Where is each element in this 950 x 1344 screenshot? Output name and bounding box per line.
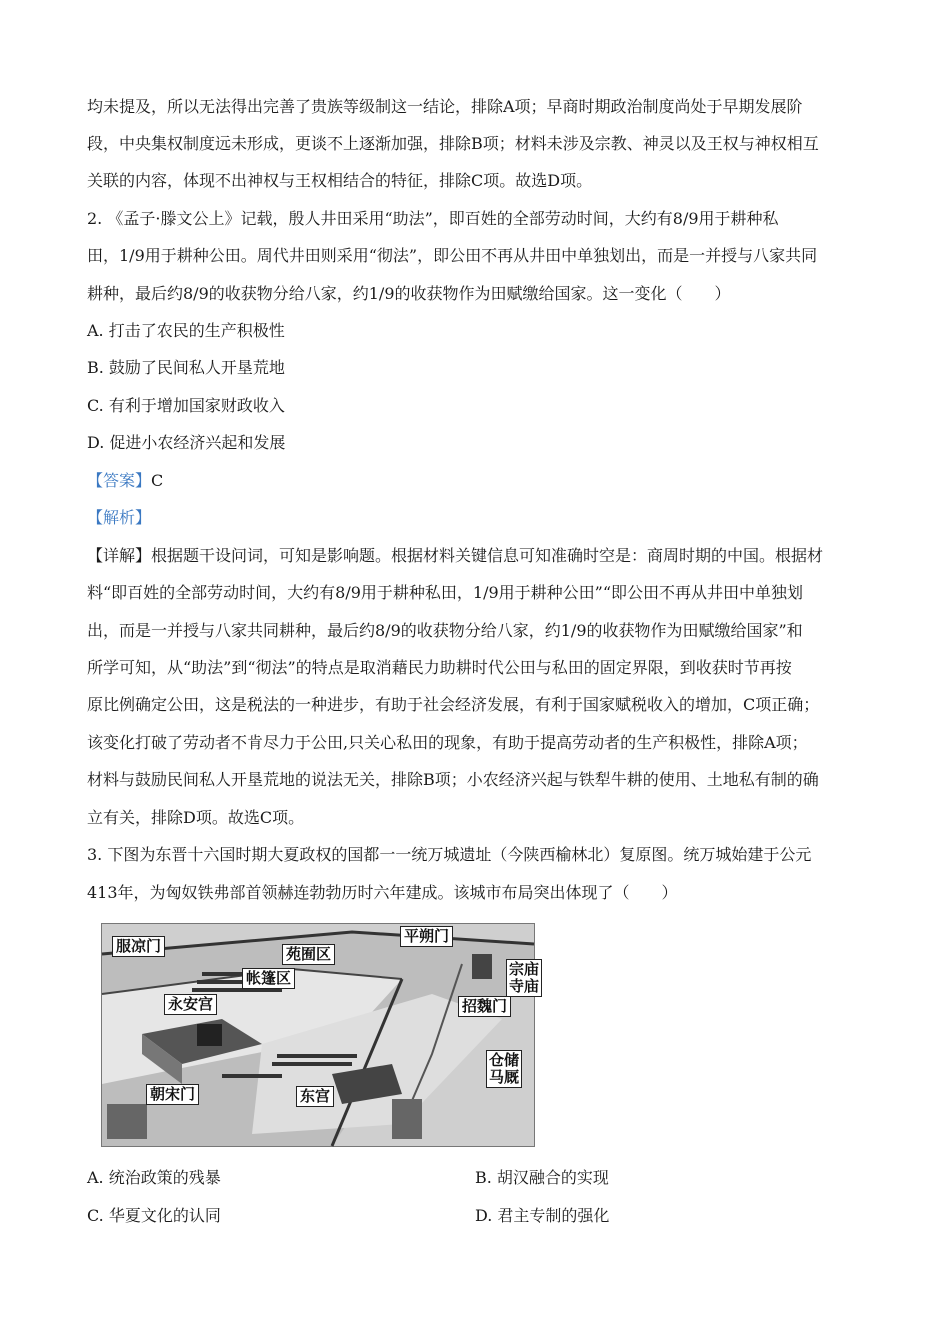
label-tent-area: 帐篷区 xyxy=(242,968,295,989)
detail-line: 原比例确定公田，这是税法的一种进步，有助于社会经济发展，有利于国家赋税收入的增加，C项正确； xyxy=(87,695,820,714)
q3-option-a: A. 统治政策的残暴 xyxy=(87,1168,221,1187)
label-chaosong-gate: 朝宋门 xyxy=(146,1084,199,1105)
text-line: 关联的内容，体现不出神权与王权相结合的特征，排除C项。故选D项。 xyxy=(87,171,593,190)
detail-line: 该变化打破了劳动者不肯尽力于公田,只关心私田的现象，有助于提高劳动者的生产积极性，排除A项； xyxy=(87,733,808,752)
q3-option-d: D. 君主专制的强化 xyxy=(475,1206,610,1225)
q3-option-c: C. 华夏文化的认同 xyxy=(87,1206,221,1225)
option-b: B. 鼓励了民间私人开垦荒地 xyxy=(87,358,285,377)
label-ancestral-temple xyxy=(506,959,542,997)
q3-option-b: B. 胡汉融合的实现 xyxy=(475,1168,609,1187)
label-garden-area: 苑囿区 xyxy=(282,944,335,965)
label-fuliang-gate: 服凉门 xyxy=(112,936,165,957)
label-storage-line2: 马厩 xyxy=(489,1068,520,1086)
label-east-palace: 东宫 xyxy=(296,1086,334,1107)
text-line: 均未提及，所以无法得出完善了贵族等级制这一结论，排除A项；早商时期政治制度尚处于早期发展阶 xyxy=(87,97,803,116)
label-zhaowei-gate: 招魏门 xyxy=(458,996,511,1017)
label-pingshuo-gate: 平朔门 xyxy=(400,926,453,947)
answer-line xyxy=(87,471,163,491)
text-line: 413年，为匈奴铁弗部首领赫连勃勃历时六年建成。该城市布局突出体现了（ ） xyxy=(87,883,678,902)
label-storage-line1: 仓储 xyxy=(489,1051,520,1069)
text-line: 田，1/9用于耕种公田。周代井田则采用“彻法”，即公田不再从井田中单独划出，而是一并授与八家共同 xyxy=(87,246,818,265)
text-line: 段，中央集权制度远未形成，更谈不上逐渐加强，排除B项；材料未涉及宗教、神灵以及王权与神权相互 xyxy=(87,134,819,153)
detail-line: 【详解】根据题干设问词，可知是影响题。根据材料关键信息可知准确时空是：商周时期的中国。根据材 xyxy=(87,546,824,565)
answer-value: C xyxy=(151,471,164,490)
option-d: D. 促进小农经济兴起和发展 xyxy=(87,433,286,452)
label-storage-stable xyxy=(486,1050,522,1088)
option-c: C. 有利于增加国家财政收入 xyxy=(87,396,285,415)
detail-line: 立有关，排除D项。故选C项。 xyxy=(87,808,305,827)
label-yongan-palace: 永安宫 xyxy=(164,994,217,1015)
city-reconstruction-figure xyxy=(101,923,540,1147)
label-ancestral-temple-line2: 寺庙 xyxy=(509,977,540,995)
detail-line: 所学可知，从“助法”到“彻法”的特点是取消藉民力助耕时代公田与私田的固定界限，到收获时节再按 xyxy=(87,658,792,677)
question-2-stem: 2. 《孟子·滕文公上》记载，殷人井田采用“助法”，即百姓的全部劳动时间，大约有8/9用于耕种私 xyxy=(87,209,779,228)
option-a: A. 打击了农民的生产积极性 xyxy=(87,321,285,340)
detail-line: 料“即百姓的全部劳动时间，大约有8/9用于耕种私田，1/9用于耕种公田”“即公田不再从井田中单独划 xyxy=(87,583,804,602)
question-3-stem: 3. 下图为东晋十六国时期大夏政权的国都一一统万城遗址（今陕西榆林北）复原图。统万城始建于公元 xyxy=(87,845,812,864)
detail-line: 出，而是一并授与八家共同耕种，最后约8/9的收获物分给八家，约1/9的收获物作为田赋缴给国家”和 xyxy=(87,621,803,640)
detail-line: 材料与鼓励民间私人开垦荒地的说法无关，排除B项；小农经济兴起与铁犁牛耕的使用、土地私有制的确 xyxy=(87,770,819,789)
label-ancestral-temple-line1: 宗庙 xyxy=(509,960,540,978)
analysis-tag: 【解析】 xyxy=(87,508,152,527)
answer-tag: 【答案】 xyxy=(87,471,152,490)
text-line: 耕种，最后约8/9的收获物分给八家，约1/9的收获物作为田赋缴给国家。这一变化（ ） xyxy=(87,284,731,303)
